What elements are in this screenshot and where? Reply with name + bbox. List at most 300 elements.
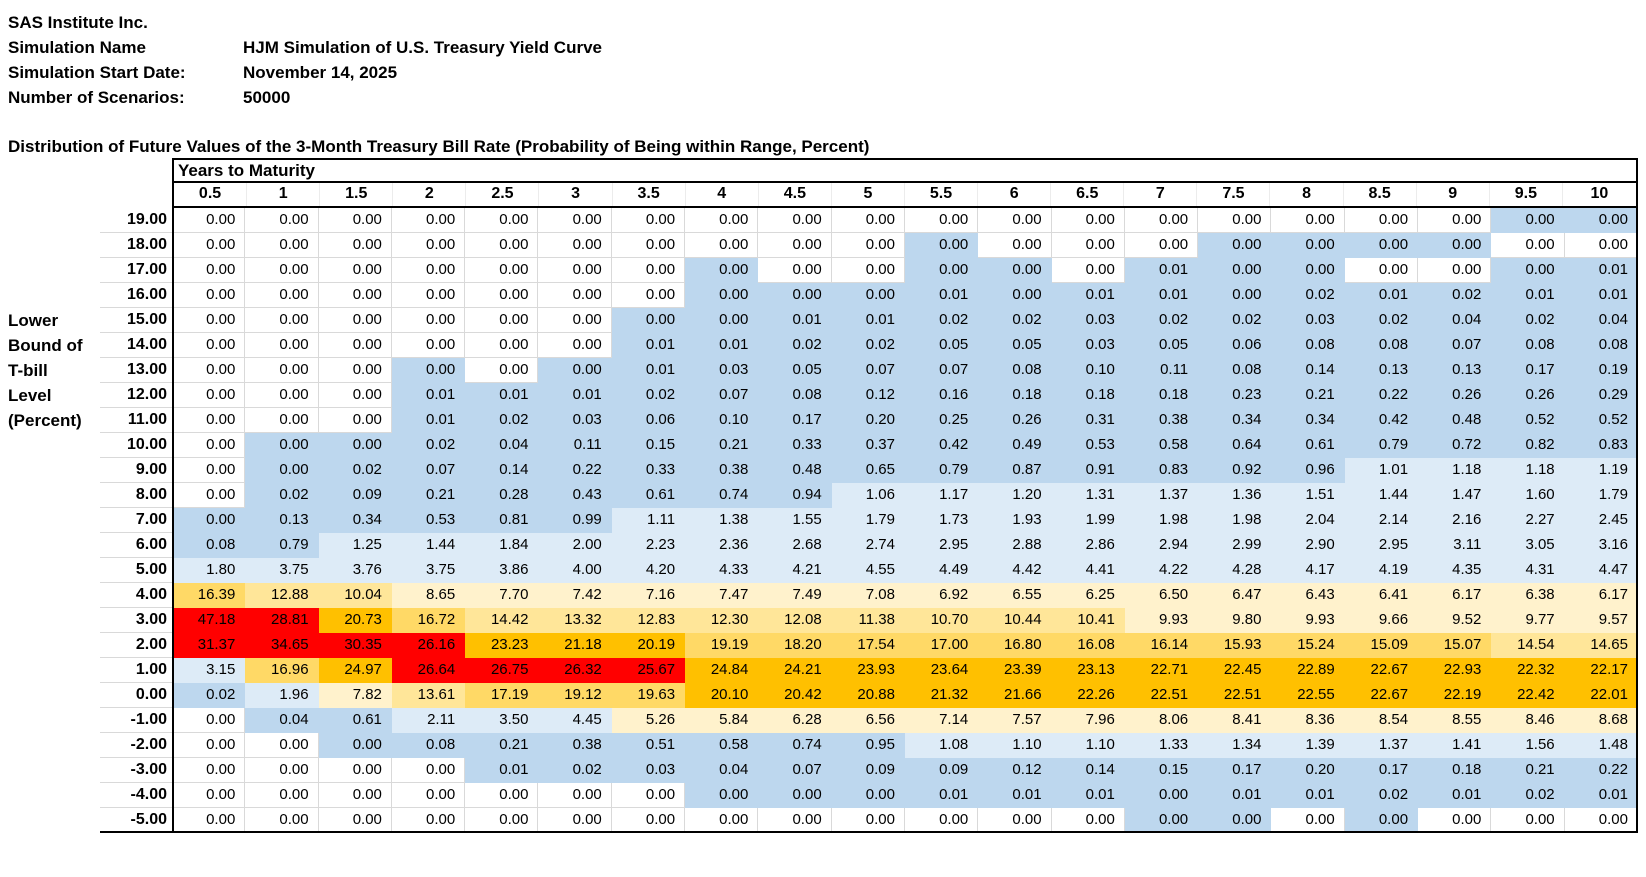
table-cell: 0.91 (1052, 458, 1125, 483)
table-cell: 0.13 (245, 508, 318, 533)
table-cell: 2.23 (612, 533, 685, 558)
table-cell: 0.61 (319, 708, 392, 733)
table-cell: 0.00 (538, 233, 611, 258)
column-header: 3.5 (613, 183, 686, 206)
table-cell: 0.21 (392, 483, 465, 508)
table-cell: 0.01 (392, 383, 465, 408)
table-cell: 0.01 (1052, 783, 1125, 808)
table-cell: 21.32 (905, 683, 978, 708)
table-row (100, 558, 1638, 583)
column-header: 6.5 (1051, 183, 1124, 206)
table-cell: 0.00 (172, 708, 245, 733)
table-cell: 0.21 (1271, 383, 1344, 408)
table-cell: 4.17 (1271, 558, 1344, 583)
table-cell: 0.00 (1345, 208, 1418, 233)
table-cell: 0.00 (392, 258, 465, 283)
table-cell: 0.00 (1565, 208, 1638, 233)
column-header: 10 (1590, 185, 1609, 202)
table-cell: 10.70 (905, 608, 978, 633)
table-cell: 0.81 (465, 508, 538, 533)
heatmap-body (100, 208, 1638, 833)
table-cell: 0.00 (1198, 808, 1271, 833)
table-cell: 21.66 (978, 683, 1051, 708)
table-cell: 2.36 (685, 533, 758, 558)
table-cell: 0.31 (1052, 408, 1125, 433)
table-cell: 0.00 (172, 458, 245, 483)
table-cell: 0.00 (245, 233, 318, 258)
table-cell: 0.02 (245, 483, 318, 508)
table-cell: 0.01 (465, 383, 538, 408)
row-label: 8.00 (100, 483, 172, 508)
table-cell: 0.01 (1491, 283, 1564, 308)
table-cell: 20.88 (832, 683, 905, 708)
table-cell: 1.33 (1125, 733, 1198, 758)
row-axis-label-line: (Percent) (8, 411, 82, 430)
table-cell: 9.93 (1271, 608, 1344, 633)
row-label: 4.00 (100, 583, 172, 608)
table-cell: 3.75 (245, 558, 318, 583)
column-header: 3 (539, 183, 612, 206)
table-cell: 1.60 (1491, 483, 1564, 508)
table-cell: 0.00 (245, 208, 318, 233)
table-cell: 0.02 (172, 683, 245, 708)
table-cell: 5.84 (685, 708, 758, 733)
table-cell: 22.26 (1052, 683, 1125, 708)
table-row (100, 708, 1638, 733)
table-cell: 3.76 (319, 558, 392, 583)
table-cell: 4.35 (1418, 558, 1491, 583)
table-cell: 0.07 (685, 383, 758, 408)
table-cell: 1.93 (978, 508, 1051, 533)
table-cell: 0.83 (1125, 458, 1198, 483)
table-cell: 1.17 (905, 483, 978, 508)
years-to-maturity-header: Years to Maturity (172, 158, 1638, 183)
table-cell: 0.00 (392, 233, 465, 258)
table-cell: 0.01 (612, 333, 685, 358)
table-cell: 8.55 (1418, 708, 1491, 733)
table-cell: 2.94 (1125, 533, 1198, 558)
table-cell: 0.48 (1418, 408, 1491, 433)
row-label: 16.00 (100, 283, 172, 308)
table-cell: 7.16 (612, 583, 685, 608)
table-cell: 0.02 (1198, 308, 1271, 333)
column-header: 7 (1124, 183, 1197, 206)
table-cell: 0.06 (1198, 333, 1271, 358)
table-cell: 0.04 (245, 708, 318, 733)
table-cell: 0.52 (1491, 408, 1564, 433)
table-cell: 7.57 (978, 708, 1051, 733)
table-cell: 1.11 (612, 508, 685, 533)
table-cell: 0.05 (758, 358, 831, 383)
table-cell: 22.67 (1345, 658, 1418, 683)
table-cell: 10.41 (1052, 608, 1125, 633)
table-cell: 0.07 (905, 358, 978, 383)
table-cell: 0.00 (1491, 208, 1564, 233)
table-cell: 0.53 (392, 508, 465, 533)
table-cell: 0.00 (1271, 808, 1344, 833)
table-cell: 0.00 (538, 208, 611, 233)
table-cell: 6.50 (1125, 583, 1198, 608)
table-cell: 22.51 (1198, 683, 1271, 708)
table-cell: 0.03 (1052, 308, 1125, 333)
row-label: 14.00 (100, 333, 172, 358)
row-label: -1.00 (100, 708, 172, 733)
simulation-start-date-label: Simulation Start Date: (8, 63, 186, 82)
table-row (100, 583, 1638, 608)
table-cell: 0.08 (1345, 333, 1418, 358)
table-row (100, 733, 1638, 758)
table-cell: 19.63 (612, 683, 685, 708)
table-cell: 0.14 (1052, 758, 1125, 783)
table-cell: 0.00 (538, 358, 611, 383)
table-cell: 6.92 (905, 583, 978, 608)
table-cell: 7.08 (832, 583, 905, 608)
table-row (100, 483, 1638, 508)
table-cell: 6.28 (758, 708, 831, 733)
table-cell: 0.95 (832, 733, 905, 758)
table-cell: 0.00 (1052, 808, 1125, 833)
table-cell: 0.01 (612, 358, 685, 383)
table-cell: 0.00 (832, 808, 905, 833)
table-cell: 9.57 (1565, 608, 1638, 633)
table-cell: 22.45 (1198, 658, 1271, 683)
table-cell: 0.00 (1491, 258, 1564, 283)
table-cell: 5.26 (612, 708, 685, 733)
row-label: 18.00 (100, 233, 172, 258)
table-cell: 15.24 (1271, 633, 1344, 658)
table-cell: 4.42 (978, 558, 1051, 583)
table-cell: 22.17 (1565, 658, 1638, 683)
simulation-start-date-row (8, 60, 602, 85)
table-cell: 1.10 (978, 733, 1051, 758)
table-cell: 0.06 (612, 408, 685, 433)
table-cell: 0.16 (905, 383, 978, 408)
table-cell: 3.86 (465, 558, 538, 583)
table-cell: 16.80 (978, 633, 1051, 658)
table-cell: 8.36 (1271, 708, 1344, 733)
table-cell: 0.02 (319, 458, 392, 483)
table-cell: 0.00 (1052, 208, 1125, 233)
table-cell: 1.98 (1198, 508, 1271, 533)
table-cell: 1.55 (758, 508, 831, 533)
table-cell: 0.00 (319, 783, 392, 808)
table-cell: 0.53 (1052, 433, 1125, 458)
table-row (100, 333, 1638, 358)
table-cell: 0.00 (172, 308, 245, 333)
table-cell: 0.00 (172, 758, 245, 783)
simulation-name-label: Simulation Name (8, 38, 146, 57)
table-cell: 16.39 (172, 583, 245, 608)
table-cell: 0.03 (612, 758, 685, 783)
table-row (100, 783, 1638, 808)
table-cell: 4.31 (1491, 558, 1564, 583)
column-header: 1 (247, 183, 320, 206)
table-cell: 1.80 (172, 558, 245, 583)
table-cell: 0.02 (392, 433, 465, 458)
table-cell: 0.00 (245, 458, 318, 483)
table-cell: 0.08 (172, 533, 245, 558)
table-row (100, 358, 1638, 383)
table-cell: 6.17 (1418, 583, 1491, 608)
table-cell: 0.18 (1125, 383, 1198, 408)
table-cell: 2.16 (1418, 508, 1491, 533)
table-row (100, 683, 1638, 708)
column-header: 8.5 (1344, 183, 1417, 206)
table-cell: 0.10 (685, 408, 758, 433)
table-cell: 0.01 (538, 383, 611, 408)
table-cell: 0.00 (172, 483, 245, 508)
table-cell: 0.00 (1125, 208, 1198, 233)
row-label: 10.00 (100, 433, 172, 458)
number-of-scenarios-row (8, 85, 602, 110)
table-cell: 30.35 (319, 633, 392, 658)
table-cell: 0.00 (465, 808, 538, 833)
table-cell: 4.21 (758, 558, 831, 583)
table-cell: 0.00 (319, 358, 392, 383)
table-cell: 17.00 (905, 633, 978, 658)
table-cell: 0.17 (1198, 758, 1271, 783)
table-cell: 0.03 (685, 358, 758, 383)
table-cell: 8.46 (1491, 708, 1564, 733)
table-cell: 0.02 (1345, 783, 1418, 808)
row-axis-label (8, 308, 83, 433)
table-cell: 0.00 (245, 433, 318, 458)
table-cell: 0.19 (1565, 358, 1638, 383)
table-cell: 0.00 (612, 208, 685, 233)
number-of-scenarios-label: Number of Scenarios: (8, 88, 185, 107)
table-cell: 1.79 (832, 508, 905, 533)
table-cell: 21.18 (538, 633, 611, 658)
table-cell: 0.96 (1271, 458, 1344, 483)
table-cell: 22.67 (1345, 683, 1418, 708)
table-cell: 0.01 (392, 408, 465, 433)
table-cell: 4.20 (612, 558, 685, 583)
table-cell: 0.00 (832, 283, 905, 308)
table-cell: 4.28 (1198, 558, 1271, 583)
table-cell: 0.38 (685, 458, 758, 483)
table-cell: 0.01 (978, 783, 1051, 808)
table-cell: 26.64 (392, 658, 465, 683)
table-cell: 0.20 (832, 408, 905, 433)
table-cell: 0.00 (172, 808, 245, 833)
table-cell: 26.16 (392, 633, 465, 658)
table-cell: 7.49 (758, 583, 831, 608)
table-cell: 0.64 (1198, 433, 1271, 458)
table-cell: 0.02 (465, 408, 538, 433)
table-cell: 23.39 (978, 658, 1051, 683)
table-cell: 7.82 (319, 683, 392, 708)
table-cell: 0.00 (978, 208, 1051, 233)
table-cell: 0.00 (538, 258, 611, 283)
table-cell: 16.72 (392, 608, 465, 633)
table-cell: 0.00 (172, 408, 245, 433)
table-cell: 18.20 (758, 633, 831, 658)
table-cell: 2.99 (1198, 533, 1271, 558)
table-cell: 0.15 (1125, 758, 1198, 783)
table-cell: 23.13 (1052, 658, 1125, 683)
table-cell: 0.00 (832, 233, 905, 258)
column-header-row (172, 183, 1638, 208)
table-cell: 0.02 (758, 333, 831, 358)
table-cell: 15.93 (1198, 633, 1271, 658)
table-cell: 0.00 (245, 358, 318, 383)
table-cell: 16.14 (1125, 633, 1198, 658)
table-cell: 14.42 (465, 608, 538, 633)
table-cell: 22.55 (1271, 683, 1344, 708)
row-axis-label-line: Lower (8, 311, 59, 330)
column-header: 4.5 (759, 183, 832, 206)
row-label: 12.00 (100, 383, 172, 408)
table-cell: 0.00 (758, 233, 831, 258)
table-cell: 0.72 (1418, 433, 1491, 458)
table-cell: 0.00 (245, 383, 318, 408)
table-cell: 0.00 (538, 783, 611, 808)
table-cell: 0.00 (172, 358, 245, 383)
table-row (100, 233, 1638, 258)
table-cell: 0.13 (1345, 358, 1418, 383)
table-cell: 0.00 (1345, 258, 1418, 283)
table-cell: 22.01 (1565, 683, 1638, 708)
column-header: 9.5 (1490, 183, 1563, 206)
table-cell: 0.00 (245, 783, 318, 808)
table-cell: 0.49 (978, 433, 1051, 458)
table-cell: 24.21 (758, 658, 831, 683)
table-cell: 4.49 (905, 558, 978, 583)
table-cell: 0.00 (245, 408, 318, 433)
table-cell: 0.02 (1418, 283, 1491, 308)
table-cell: 0.00 (758, 283, 831, 308)
table-cell: 0.00 (465, 333, 538, 358)
table-cell: 0.38 (1125, 408, 1198, 433)
table-cell: 0.00 (1565, 233, 1638, 258)
table-cell: 17.19 (465, 683, 538, 708)
row-label: 15.00 (100, 308, 172, 333)
table-cell: 0.34 (319, 508, 392, 533)
table-cell: 0.01 (832, 308, 905, 333)
table-cell: 2.95 (1345, 533, 1418, 558)
table-cell: 0.09 (905, 758, 978, 783)
table-cell: 1.34 (1198, 733, 1271, 758)
table-cell: 0.04 (1418, 308, 1491, 333)
table-cell: 0.09 (832, 758, 905, 783)
table-cell: 0.00 (245, 258, 318, 283)
row-axis-label-line: Bound of (8, 336, 83, 355)
table-cell: 0.00 (319, 808, 392, 833)
table-cell: 0.14 (465, 458, 538, 483)
table-cell: 10.04 (319, 583, 392, 608)
table-cell: 0.12 (832, 383, 905, 408)
table-cell: 0.00 (612, 283, 685, 308)
table-cell: 0.02 (538, 758, 611, 783)
table-row (100, 533, 1638, 558)
table-cell: 0.52 (1565, 408, 1638, 433)
table-row (100, 633, 1638, 658)
table-cell: 20.10 (685, 683, 758, 708)
table-cell: 0.00 (832, 258, 905, 283)
table-cell: 0.00 (685, 208, 758, 233)
row-label: 13.00 (100, 358, 172, 383)
table-cell: 8.54 (1345, 708, 1418, 733)
table-cell: 0.02 (1271, 283, 1344, 308)
table-cell: 0.74 (758, 733, 831, 758)
column-header: 8 (1270, 183, 1343, 206)
table-cell: 0.92 (1198, 458, 1271, 483)
table-cell: 0.11 (538, 433, 611, 458)
table-cell: 0.00 (172, 783, 245, 808)
table-cell: 0.17 (1491, 358, 1564, 383)
table-cell: 0.04 (465, 433, 538, 458)
table-cell: 0.08 (392, 733, 465, 758)
table-cell: 1.51 (1271, 483, 1344, 508)
table-cell: 12.83 (612, 608, 685, 633)
table-cell: 0.00 (612, 258, 685, 283)
table-cell: 0.00 (758, 208, 831, 233)
table-cell: 1.38 (685, 508, 758, 533)
table-title: Distribution of Future Values of the 3-Month Treasury Bill Rate (Probability of Being within Range, Percent) (8, 137, 870, 156)
table-cell: 3.11 (1418, 533, 1491, 558)
table-cell: 0.13 (1418, 358, 1491, 383)
table-cell: 0.42 (1345, 408, 1418, 433)
table-cell: 4.33 (685, 558, 758, 583)
table-cell: 8.06 (1125, 708, 1198, 733)
table-cell: 0.00 (1271, 258, 1344, 283)
table-cell: 0.07 (1418, 333, 1491, 358)
table-cell: 0.00 (172, 383, 245, 408)
table-cell: 14.65 (1565, 633, 1638, 658)
table-cell: 1.96 (245, 683, 318, 708)
table-cell: 0.00 (758, 258, 831, 283)
column-header: 2.5 (466, 183, 539, 206)
table-cell: 0.22 (538, 458, 611, 483)
table-cell: 6.38 (1491, 583, 1564, 608)
table-cell: 6.41 (1345, 583, 1418, 608)
table-cell: 0.00 (1052, 258, 1125, 283)
column-header: 9 (1417, 183, 1490, 206)
column-header: 1.5 (320, 183, 393, 206)
table-cell: 0.82 (1491, 433, 1564, 458)
row-label: -3.00 (100, 758, 172, 783)
table-cell: 34.65 (245, 633, 318, 658)
table-cell: 7.14 (905, 708, 978, 733)
table-cell: 13.32 (538, 608, 611, 633)
table-cell: 2.45 (1565, 508, 1638, 533)
table-cell: 0.00 (612, 783, 685, 808)
table-cell: 1.20 (978, 483, 1051, 508)
table-cell: 20.42 (758, 683, 831, 708)
table-cell: 0.00 (612, 808, 685, 833)
row-label: -4.00 (100, 783, 172, 808)
table-cell: 0.00 (1345, 808, 1418, 833)
table-cell: 24.97 (319, 658, 392, 683)
table-cell: 0.01 (1271, 783, 1344, 808)
table-cell: 0.00 (392, 758, 465, 783)
table-cell: 23.93 (832, 658, 905, 683)
table-cell: 0.00 (245, 333, 318, 358)
row-label: -5.00 (100, 808, 172, 833)
table-cell: 0.00 (245, 308, 318, 333)
table-cell: 0.22 (1345, 383, 1418, 408)
number-of-scenarios-value: 50000 (243, 88, 291, 107)
row-label: 6.00 (100, 533, 172, 558)
table-cell: 0.00 (538, 333, 611, 358)
table-cell: 0.07 (758, 758, 831, 783)
table-cell: 0.00 (1345, 233, 1418, 258)
table-cell: 0.00 (319, 258, 392, 283)
row-axis-label-line: Level (8, 386, 52, 405)
table-cell: 31.37 (172, 633, 245, 658)
table-cell: 0.05 (905, 333, 978, 358)
table-cell: 0.37 (832, 433, 905, 458)
